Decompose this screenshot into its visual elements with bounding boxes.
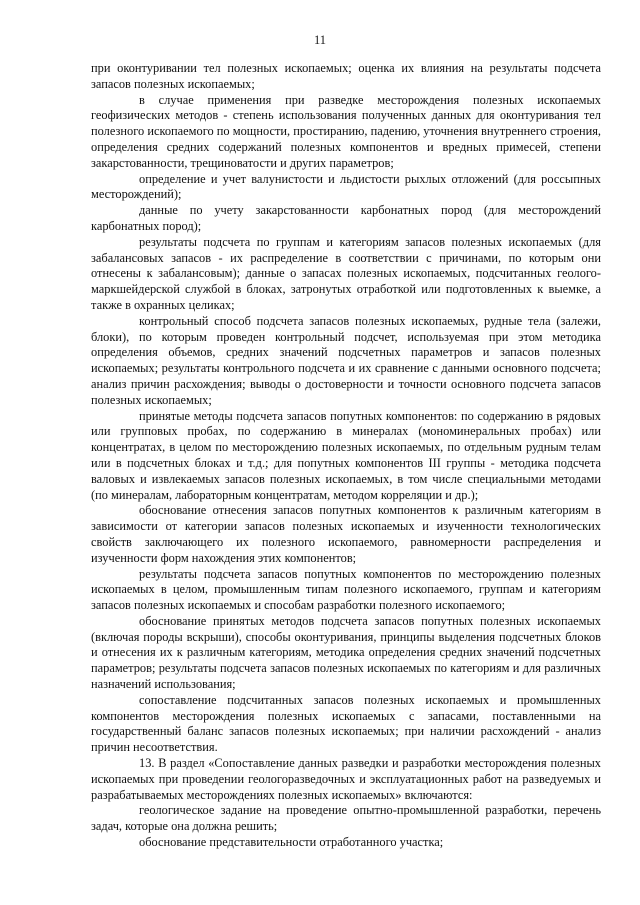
- paragraph-associated-results: результаты подсчета запасов попутных компонентов по месторождению полезных ископаемых в целом, промышленным типам полезного ископаемого, группам и категориям запасов полезных ископаемых и способам разработки полезного ископаемого;: [91, 566, 601, 613]
- paragraph-contouring-continuation: при оконтуривании тел полезных ископаемых; оценка их влияния на результаты подсчета запасов полезных ископаемых;: [91, 61, 601, 91]
- paragraph-comparison-balance: сопоставление подсчитанных запасов полезных ископаемых и промышленных компонентов месторождения полезных ископаемых с запасами, поставленными на государственный баланс запасов полезных ископаемых; при наличии расхождений - анализ причин несоответствия.: [91, 692, 601, 755]
- paragraph-geophysical-methods: в случае применения при разведке месторождения полезных ископаемых геофизических методов - степень использования полученных данных для оконтуривания тел полезного ископаемого по мощности, простиранию, падению, уточнения внутреннего строения, определения средних содержаний полезных компонентов и вредных примесей, степени закарстованности, трещиноватости и других параметров;: [91, 92, 601, 170]
- page-number: 11: [313, 33, 327, 47]
- paragraph-control-method: контрольный способ подсчета запасов полезных ископаемых, рудные тела (залежи, блоки), по которым проведен контрольный подсчет, используемая при этом методика определения объемов, средних значений подсчетных параметров и запасов полезных ископаемых; результаты контрольного подсчета и их сравнение с данными основного подсчета; анализ причин расхождения; выводы о достоверности и точности основного подсчета запасов полезных ископаемых;: [91, 313, 601, 407]
- paragraph-section-13: 13. В раздел «Сопоставление данных разведки и разработки месторождения полезных ископаемых при проведении геологоразведочных и эксплуатационных работ на разведуемых и разрабатываемых месторождениях полезных ископаемых» включаются:: [91, 756, 601, 802]
- paragraph-associated-minerals: обоснование принятых методов подсчета запасов попутных полезных ископаемых (включая породы вскрыши), способы оконтуривания, принципы выделения подсчетных блоков и отнесения их к различным категориям, методика определения средних значений подсчетных параметров; результаты подсчета запасов полезных ископаемых по категориям и для различных назначений использования;: [91, 613, 601, 692]
- paragraph-boulders-ice: определение и учет валунистости и льдистости рыхлых отложений (для россыпных месторождений);: [91, 171, 601, 202]
- paragraph-associated-categories: обоснование отнесения запасов попутных компонентов к различным категориям в зависимости от категории запасов полезных ископаемых и изученности технологических свойств заключающего их полезного ископаемого, равномерности распределения и изученности форм нахождения этих компонентов;: [91, 503, 601, 565]
- paragraph-associated-methods: принятые методы подсчета запасов попутных компонентов: по содержанию в рядовых или групповых пробах, по содержанию в минералах (мономинеральных пробах) или концентратах, в целом по месторождению полезных ископаемых, по отдельным рудным телам или в подсчетных блоках и т.д.; для попутных компонентов III группы - методика подсчета валовых и извлекаемых запасов полезных ископаемых, в том числе специальными методами (по минералам, лабораторным концентратам, методом корреляции и др.);: [91, 408, 601, 502]
- document-body: [91, 61, 601, 851]
- paragraph-karst: данные по учету закарстованности карбонатных пород (для месторождений карбонатных пород);: [91, 203, 601, 233]
- paragraph-calculation-results: результаты подсчета по группам и категориям запасов полезных ископаемых (для забалансовых запасов - их распределение в соответствии с причинами, по которым они отнесены к забалансовым); данные о запасах полезных ископаемых, подсчитанных геолого-маркшейдерской службой в блоках, затронутых отработкой или подготовленных к выемке, а также в охранных целиках;: [91, 234, 601, 312]
- paragraph-representativeness: обоснование представительности отработанного участка;: [139, 835, 444, 850]
- paragraph-geological-assignment: геологическое задание на проведение опытно-промышленной разработки, перечень задач, которые она должна решить;: [91, 803, 601, 834]
